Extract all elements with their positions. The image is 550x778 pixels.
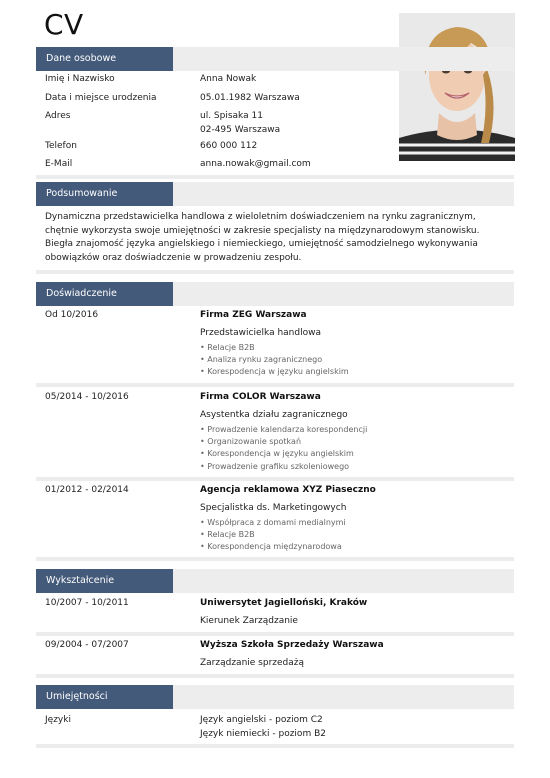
- email-label: E-Mail: [45, 159, 73, 169]
- email-value: anna.nowak@gmail.com: [200, 159, 311, 169]
- job-2-role: Asystentka działu zagranicznego: [200, 410, 348, 420]
- birth-label: Data i miejsce urodzenia: [45, 93, 157, 103]
- job-1-role: Przedstawicielka handlowa: [200, 328, 321, 338]
- list-item: • Współpraca z domami medialnymi: [200, 517, 346, 529]
- list-item: • Korespodencja w języku angielskim: [200, 366, 349, 378]
- edu-2-period: 09/2004 - 07/2007: [45, 640, 129, 650]
- address-line2: 02-495 Warszawa: [200, 125, 281, 135]
- language-1: Język angielski - poziom C2: [200, 715, 323, 725]
- section-education: [36, 569, 514, 593]
- language-2: Język niemiecki - poziom B2: [200, 729, 326, 739]
- job-3-duties: [200, 517, 346, 554]
- separator: [36, 383, 514, 387]
- profile-photo: [399, 13, 515, 161]
- list-item: • Relacje B2B: [200, 529, 346, 541]
- languages-label: Języki: [45, 715, 71, 725]
- phone-value: 660 000 112: [200, 141, 258, 151]
- separator: [36, 270, 514, 274]
- section-personal-title: Dane osobowe: [36, 47, 173, 71]
- edu-2-field: Zarządzanie sprzedażą: [200, 658, 305, 668]
- section-experience-title: Doświadczenie: [36, 282, 173, 306]
- page-title: CV: [44, 8, 84, 41]
- separator: [36, 477, 514, 481]
- job-2-period: 05/2014 - 10/2016: [45, 392, 129, 402]
- job-2-duties: [200, 424, 367, 473]
- job-3-period: 01/2012 - 02/2014: [45, 485, 129, 495]
- birth-value: 05.01.1982 Warszawa: [200, 93, 300, 103]
- section-personal: [36, 47, 514, 71]
- separator: [36, 557, 514, 561]
- separator: [36, 674, 514, 678]
- job-1-period: Od 10/2016: [45, 310, 99, 320]
- separator: [36, 175, 514, 179]
- separator: [36, 632, 514, 636]
- name-label: Imię i Nazwisko: [45, 74, 115, 84]
- portrait-image: [399, 13, 515, 161]
- list-item: • Korespondencja międzynarodowa: [200, 541, 346, 553]
- list-item: • Organizowanie spotkań: [200, 436, 367, 448]
- section-skills: [36, 685, 514, 709]
- edu-1-school: Uniwersytet Jagielloński, Kraków: [200, 598, 368, 608]
- job-3-company: Agencja reklamowa XYZ Piaseczno: [200, 485, 376, 495]
- edu-1-field: Kierunek Zarządzanie: [200, 616, 298, 626]
- list-item: • Korespondencja w języku angielskim: [200, 448, 367, 460]
- address-line1: ul. Spisaka 11: [200, 111, 263, 121]
- separator: [36, 744, 514, 748]
- job-1-company: Firma ZEG Warszawa: [200, 310, 307, 320]
- phone-label: Telefon: [45, 141, 77, 151]
- job-2-company: Firma COLOR Warszawa: [200, 392, 321, 402]
- job-1-duties: [200, 342, 349, 379]
- edu-2-school: Wyższa Szkoła Sprzedaży Warszawa: [200, 640, 384, 650]
- section-summary-title: Podsumowanie: [36, 182, 173, 206]
- list-item: • Analiza rynku zagranicznego: [200, 354, 349, 366]
- address-label: Adres: [45, 111, 71, 121]
- section-summary: [36, 182, 514, 206]
- job-3-role: Specjalistka ds. Marketingowych: [200, 503, 347, 513]
- section-education-title: Wykształcenie: [36, 569, 173, 593]
- list-item: • Prowadzenie kalendarza korespondencji: [200, 424, 367, 436]
- name-value: Anna Nowak: [200, 74, 257, 84]
- list-item: • Relacje B2B: [200, 342, 349, 354]
- summary-text: Dynamiczna przedstawicielka handlowa z wieloletnim doświadczeniem na rynku zagranicznym, chętnie wykorzysta swoje umiejętności w zakresie specjalisty na międzynarodowym stanowisku. Biegła znajomość języka angielskiego i niemieckiego, umiejętność samodzielnego wykonywania obowiązków oraz doświadczenie w prowadzeniu zespołu.: [45, 212, 480, 263]
- edu-1-period: 10/2007 - 10/2011: [45, 598, 129, 608]
- section-skills-title: Umiejętności: [36, 685, 173, 709]
- section-experience: [36, 282, 514, 306]
- list-item: • Prowadzenie grafiku szkoleniowego: [200, 461, 367, 473]
